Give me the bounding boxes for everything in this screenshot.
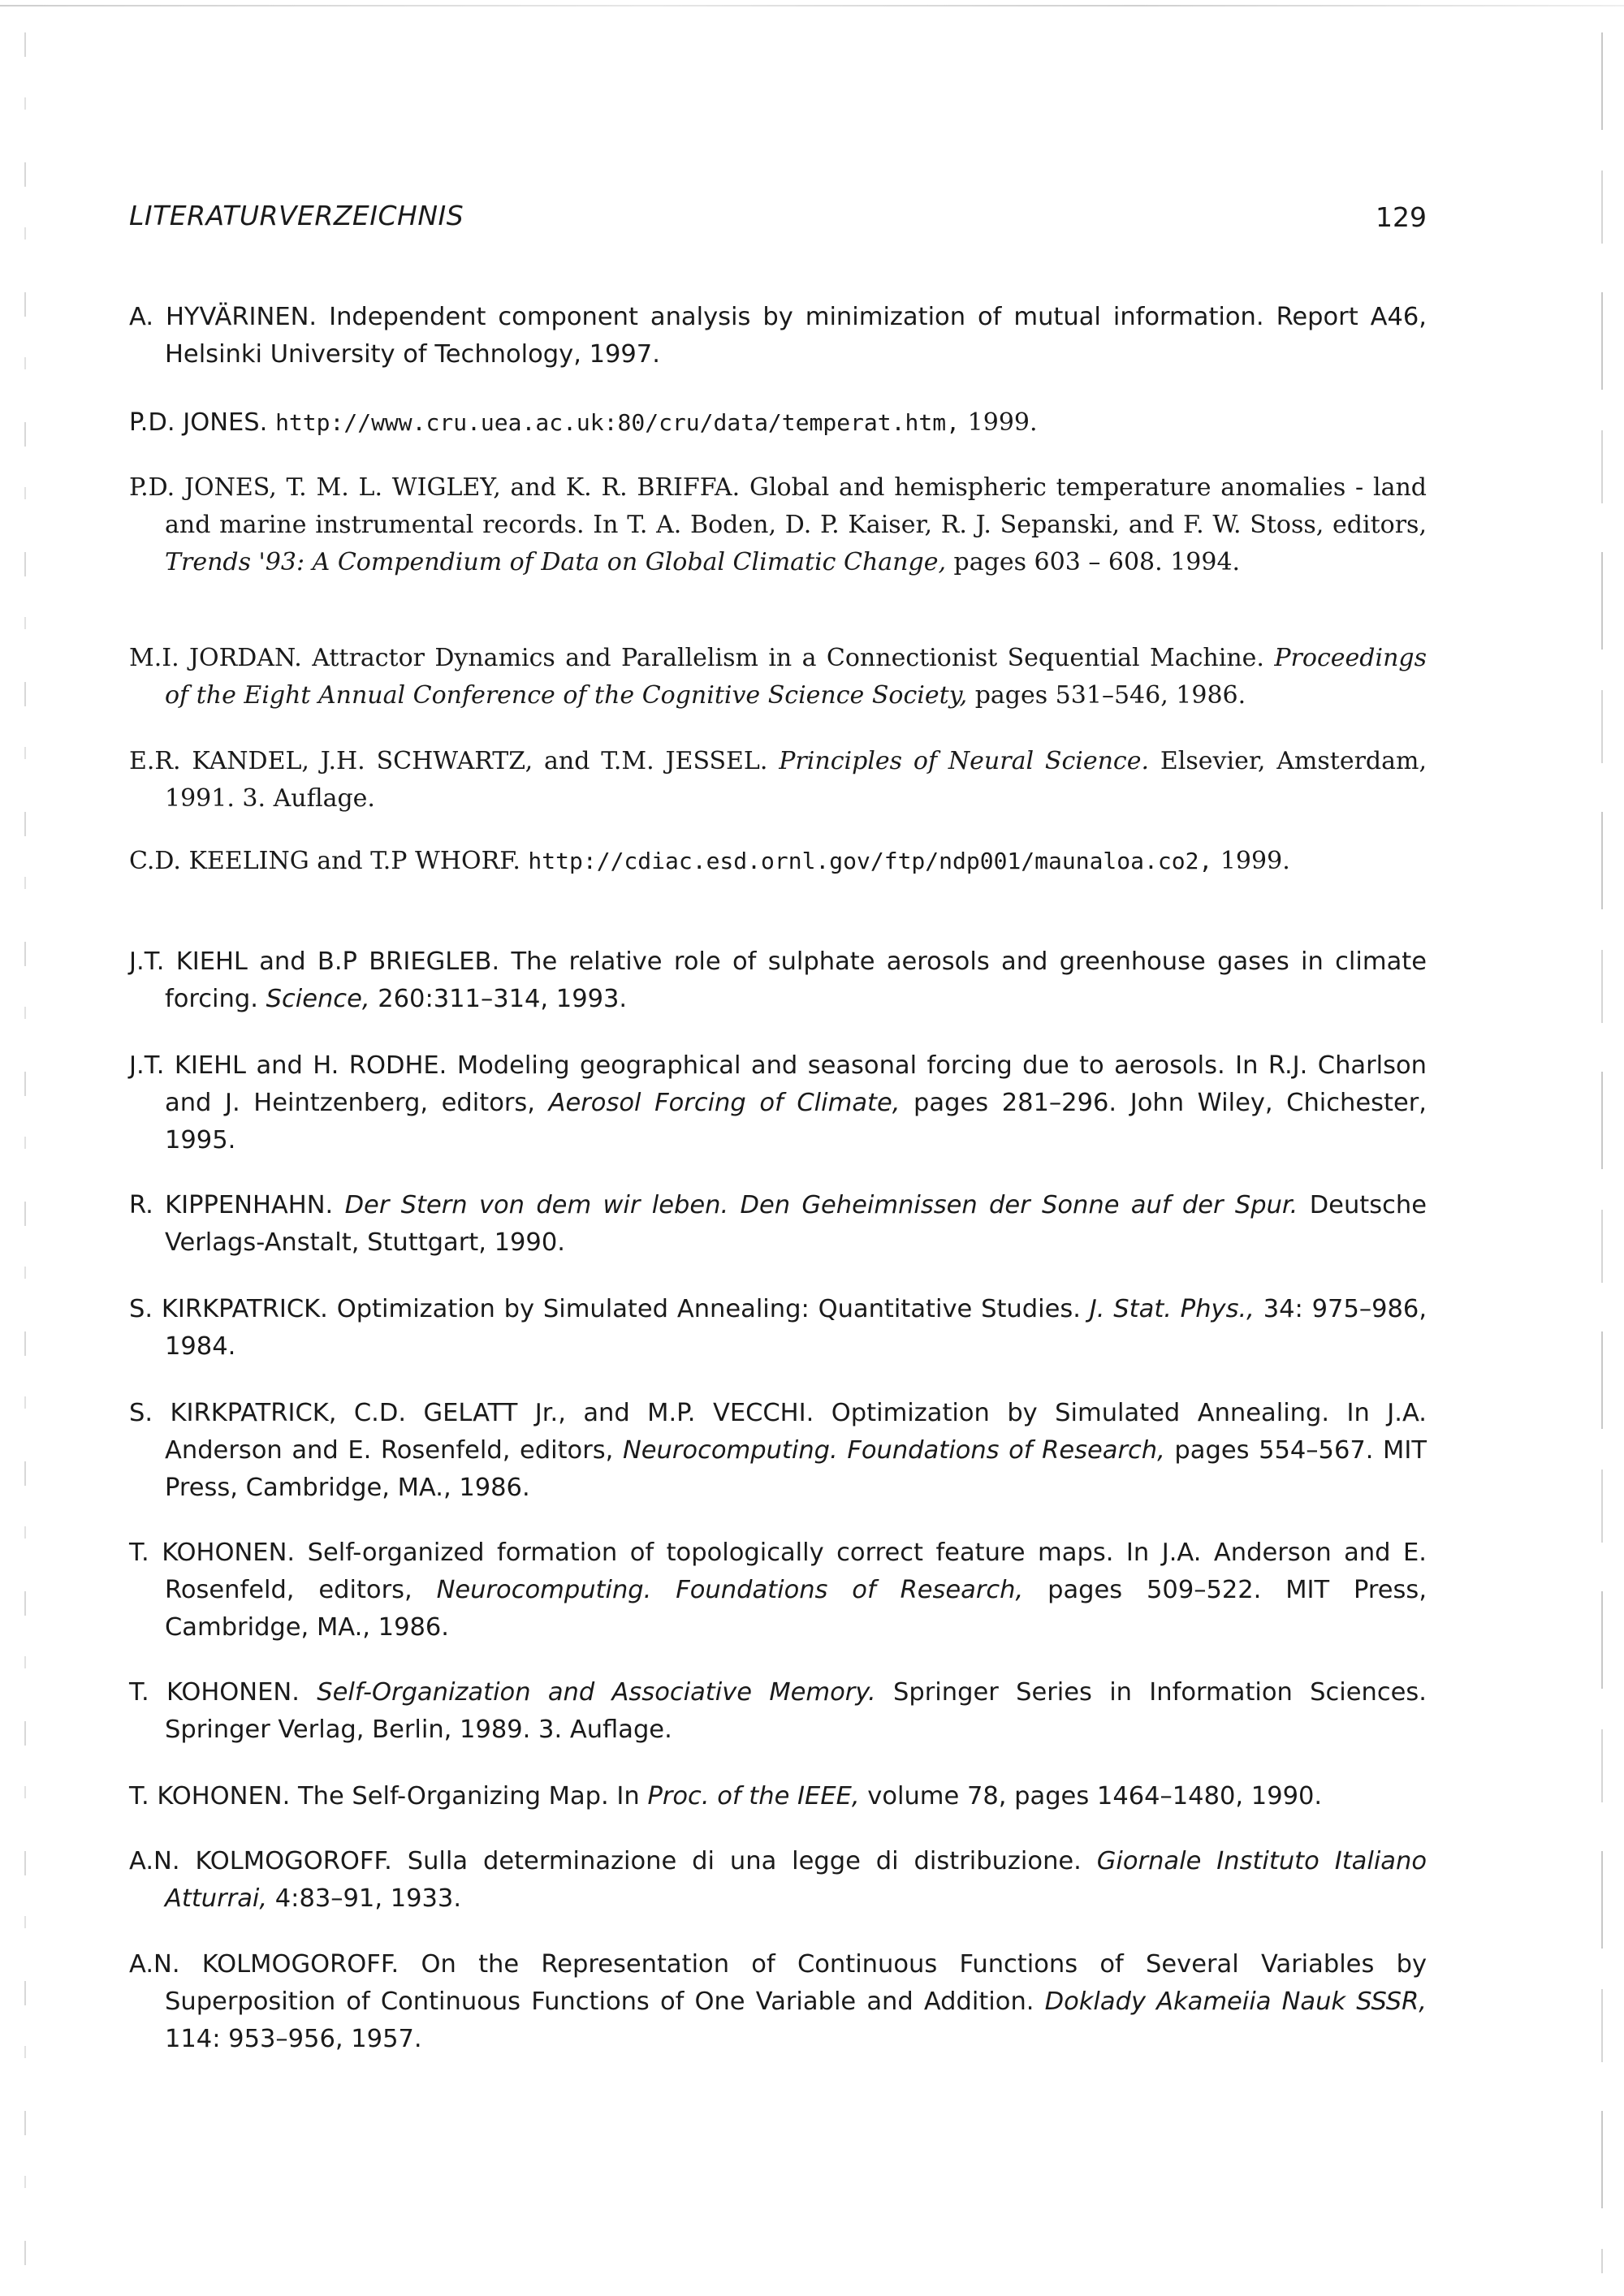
entry-source: Neurocomputing. Foundations of Research, — [622, 1436, 1165, 1465]
entry-rest: 1999. — [967, 408, 1038, 437]
entry-rest: pages 531–546, 1986. — [974, 681, 1246, 710]
bib-entry — [129, 469, 1427, 581]
bib-entry — [129, 743, 1427, 818]
entry-authors: P.D. JONES, T. M. L. WIGLEY, and K. R. BRIFFA. — [129, 473, 741, 502]
entry-source: Proc. of the IEEE, — [647, 1782, 860, 1810]
running-header — [129, 200, 1427, 240]
entry-url: http://cdiac.esd.ornl.gov/ftp/ndp001/maunaloa.co2, — [528, 848, 1213, 874]
bib-entry — [129, 1674, 1427, 1749]
entry-title: On the Representation of Continuous Functions of Several Variables by Superposition of Continuous Functions of One Variable and Addition. — [165, 1950, 1427, 2016]
bib-entry-jones — [129, 404, 1427, 442]
entry-rest: 34: 975–986, 1984. — [165, 1295, 1427, 1361]
entry-source: Neurocomputing. Foundations of Research, — [436, 1576, 1024, 1604]
bib-entry — [129, 843, 1427, 880]
scan-artifact-left — [24, 32, 26, 2273]
entry-authors: J.T. KIEHL and H. RODHE. — [129, 1051, 447, 1080]
entry-rest: volume 78, pages 1464–1480, 1990. — [867, 1782, 1323, 1810]
bib-entry-keeling — [129, 843, 1427, 880]
bib-entry — [129, 1778, 1427, 1815]
page-number: 129 — [1376, 201, 1427, 233]
entry-rest: pages 281–296. John Wiley, Chichester, 1995. — [165, 1089, 1427, 1154]
entry-source: Giornale Instituto Italiano Atturrai, — [165, 1847, 1427, 1913]
bib-entry — [129, 1843, 1427, 1918]
bib-entry-kandel — [129, 743, 1427, 818]
bib-entry — [129, 943, 1427, 1018]
entry-source: Doklady Akameiia Nauk SSSR, — [1044, 1987, 1427, 2016]
bib-entry — [129, 1047, 1427, 1159]
entry-title: Sulla determinazione di una legge di distribuzione. — [407, 1847, 1082, 1875]
bib-entry — [129, 1187, 1427, 1262]
entry-rest: 260:311–314, 1993. — [378, 985, 628, 1013]
entry-authors: S. KIRKPATRICK, C.D. GELATT Jr., and M.P. VECCHI. — [129, 1399, 814, 1427]
entry-title: Attractor Dynamics and Parallelism in a Connectionist Sequential Machine. — [312, 644, 1264, 672]
entry-authors: T. KOHONEN. — [129, 1782, 291, 1810]
entry-authors: A. HYVÄRINEN. — [129, 303, 317, 331]
entry-title: Self-organized formation of topologically correct feature maps. In J.A. Anderson and E. Rosenfeld, editors, — [165, 1539, 1427, 1604]
bib-entry-jordan — [129, 640, 1427, 714]
entry-source: Trends '93: A Compendium of Data on Global Climatic Change, — [165, 548, 946, 576]
entry-rest: Report A46, Helsinki University of Technology, 1997. — [165, 303, 1427, 369]
entry-rest: pages 554–567. MIT Press, Cambridge, MA., 1986. — [165, 1436, 1427, 1502]
bib-entry-kohonen-1989 — [129, 1674, 1427, 1749]
entry-source: Proceedings of the Eight Annual Conference of the Cognitive Science Society, — [165, 644, 1427, 710]
bib-entry-kippenhahn — [129, 1187, 1427, 1262]
entry-url: http://www.cru.uea.ac.uk:80/cru/data/temperat.htm, — [275, 409, 960, 436]
entry-title: The relative role of sulphate aerosols and greenhouse gases in climate forcing. — [165, 947, 1427, 1013]
scan-artifact-right — [1601, 32, 1603, 2273]
running-title: LITERATURVERZEICHNIS — [129, 200, 464, 231]
entry-authors: E.R. KANDEL, J.H. SCHWARTZ, and T.M. JESSEL. — [129, 747, 768, 775]
entry-source: J. Stat. Phys., — [1089, 1295, 1255, 1323]
bib-entry-kohonen-1990 — [129, 1778, 1427, 1815]
bib-entry — [129, 640, 1427, 714]
entry-rest: 114: 953–956, 1957. — [165, 2025, 422, 2053]
bib-entry — [129, 404, 1427, 442]
entry-authors: A.N. KOLMOGOROFF. — [129, 1950, 400, 1979]
entry-authors: M.I. JORDAN. — [129, 644, 302, 672]
bib-entry — [129, 1395, 1427, 1507]
entry-authors: C.D. KEELING and T.P WHORF. — [129, 847, 520, 875]
bib-entry — [129, 1946, 1427, 2058]
entry-rest: Springer Series in Information Sciences. Springer Verlag, Berlin, 1989. 3. Auflage. — [165, 1678, 1427, 1744]
entry-authors: T. KOHONEN. — [129, 1539, 296, 1567]
entry-rest: pages 509–522. MIT Press, Cambridge, MA., 1986. — [165, 1576, 1427, 1642]
entry-rest: Deutsche Verlags-Anstalt, Stuttgart, 1990. — [165, 1191, 1427, 1257]
entry-source: Self-Organization and Associative Memory. — [317, 1678, 876, 1707]
entry-title: Modeling geographical and seasonal forcing due to aerosols. In R.J. Charlson and J. Heintzenberg, editors, — [165, 1051, 1427, 1117]
entry-authors: R. KIPPENHAHN. — [129, 1191, 334, 1219]
bib-entry-kolmogoroff-1957 — [129, 1946, 1427, 2058]
entry-authors: P.D. JONES. — [129, 408, 268, 437]
entry-title: The Self-Organizing Map. In — [297, 1782, 640, 1810]
entry-title: Independent component analysis by minimization of mutual information. — [329, 303, 1264, 331]
entry-title: Optimization by Simulated Annealing. In J.A. Anderson and E. Rosenfeld, editors, — [165, 1399, 1427, 1465]
entry-authors: J.T. KIEHL and B.P BRIEGLEB. — [129, 947, 500, 976]
entry-rest: 4:83–91, 1933. — [274, 1884, 462, 1913]
entry-authors: A.N. KOLMOGOROFF. — [129, 1847, 392, 1875]
bib-entry-kirkpatrick-gelatt-vecchi — [129, 1395, 1427, 1507]
bib-entry-kiehl-rodhe — [129, 1047, 1427, 1159]
entry-title: Global and hemispheric temperature anomalies - land and marine instrumental records. In T. A. Boden, D. P. Kaiser, R. J. Sepanski, and F. W. Stoss, editors, — [165, 473, 1427, 539]
entry-authors: S. KIRKPATRICK. — [129, 1295, 328, 1323]
bib-entry-hyvarinen — [129, 299, 1427, 373]
entry-source: Aerosol Forcing of Climate, — [548, 1089, 901, 1117]
bib-entry-jones-wigley-briffa — [129, 469, 1427, 581]
bib-entry-kohonen-1986 — [129, 1534, 1427, 1646]
entry-source: Principles of Neural Science. — [779, 747, 1150, 775]
bib-entry-kiehl-briegleb — [129, 943, 1427, 1018]
scan-artifact-top — [0, 5, 1624, 6]
entry-authors: T. KOHONEN. — [129, 1678, 300, 1707]
bib-entry-kolmogoroff-1933 — [129, 1843, 1427, 1918]
entry-rest: pages 603 – 608. 1994. — [953, 548, 1241, 576]
bib-entry — [129, 1291, 1427, 1366]
entry-title: Optimization by Simulated Annealing: Quantitative Studies. — [336, 1295, 1081, 1323]
bib-entry — [129, 299, 1427, 373]
bib-entry — [129, 1534, 1427, 1646]
entry-rest: 1999. — [1220, 847, 1290, 875]
entry-source: Science, — [266, 985, 370, 1013]
entry-rest: Elsevier, Amsterdam, 1991. 3. Auflage. — [165, 747, 1427, 813]
bib-entry-kirkpatrick — [129, 1291, 1427, 1366]
entry-source: Der Stern von dem wir leben. Den Geheimnissen der Sonne auf der Spur. — [344, 1191, 1298, 1219]
